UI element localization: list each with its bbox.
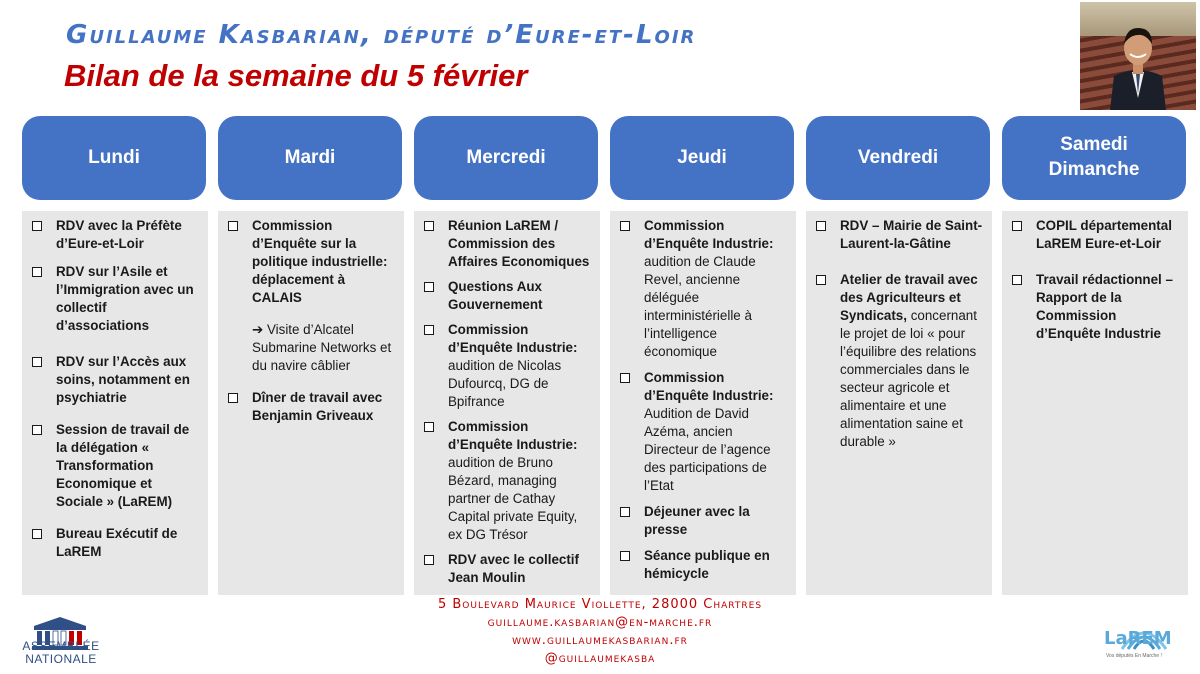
day-panel-jeudi: [610, 211, 796, 595]
day-panel-samedi-dimanche: [1002, 211, 1188, 595]
day-panel-lundi: [22, 211, 208, 595]
deputy-photo: [1080, 2, 1196, 110]
list-item: RDV sur l’Accès aux soins, notamment en psychiatrie: [32, 353, 200, 407]
list-item: COPIL départemental LaREM Eure-et-Loir: [1012, 217, 1180, 253]
checkbox-icon: [424, 325, 434, 335]
checkbox-icon: [620, 221, 630, 231]
day-header-mardi: Mardi: [218, 116, 402, 200]
list-item: Travail rédactionnel – Rapport de la Commission d’Enquête Industrie: [1012, 271, 1180, 343]
day-header-lundi: Lundi: [22, 116, 206, 200]
larem-logo-text: LaREM: [1104, 628, 1172, 649]
checkbox-icon: [816, 275, 826, 285]
footer-website[interactable]: www.guillaumekasbarian.fr: [512, 633, 688, 648]
list-item: Commission d’Enquête Industrie: audition de Bruno Bézard, managing partner de Cathay Capital private Equity, ex DG Trésor: [424, 418, 592, 544]
list-item: Questions Aux Gouvernement: [424, 278, 592, 314]
day-panel-mardi: [218, 211, 404, 595]
checkbox-icon: [32, 221, 42, 231]
list-item: Bureau Exécutif de LaREM: [32, 525, 200, 561]
list-item: RDV sur l’Asile et l’Immigration avec un collectif d’associations: [32, 263, 200, 335]
footer-twitter[interactable]: @guillaumekasba: [544, 651, 656, 666]
checkbox-icon: [424, 555, 434, 565]
checkbox-icon: [32, 357, 42, 367]
list-item: Atelier de travail avec des Agriculteurs et Syndicats, concernant le projet de loi « pour l’équilibre des relations commerciales dans le secteur agricole et alimentaire et une alimentation saine et durable »: [816, 271, 984, 451]
footer-email[interactable]: guillaume.kasbarian@en-marche.fr: [487, 615, 713, 630]
list-item: RDV – Mairie de Saint-Laurent-la-Gâtine: [816, 217, 984, 253]
list-item: Commission d’Enquête Industrie: Audition de David Azéma, ancien Directeur de l’agence des participations de l’Etat: [620, 369, 788, 495]
list-item: Dîner de travail avec Benjamin Griveaux: [228, 389, 396, 425]
list-item: Commission d’Enquête sur la politique industrielle: déplacement à CALAIS: [228, 217, 396, 307]
checkbox-icon: [1012, 275, 1022, 285]
list-item: RDV avec la Préfète d’Eure-et-Loir: [32, 217, 200, 253]
checkbox-icon: [1012, 221, 1022, 231]
checkbox-icon: [32, 529, 42, 539]
list-item: Réunion LaREM / Commission des Affaires Economiques: [424, 217, 592, 271]
day-header-samedi-dimanche: Samedi Dimanche: [1002, 116, 1186, 200]
arrow-note: ➔ Visite d’Alcatel Submarine Networks et du navire câblier: [252, 322, 392, 373]
checkbox-icon: [424, 422, 434, 432]
list-item: RDV avec le collectif Jean Moulin: [424, 551, 592, 587]
footer-address: 5 Boulevard Maurice Viollette, 28000 Chartres: [437, 597, 763, 612]
arrow-right-icon: ➔: [252, 322, 267, 337]
checkbox-icon: [620, 373, 630, 383]
list-item: Commission d’Enquête Industrie: audition de Claude Revel, ancienne déléguée interministérielle à l’intelligence économique: [620, 217, 788, 361]
checkbox-icon: [620, 507, 630, 517]
day-header-mercredi: Mercredi: [414, 116, 598, 200]
list-item: Déjeuner avec la presse: [620, 503, 788, 539]
deputy-portrait-figure: [1080, 2, 1196, 110]
page-subtitle: Bilan de la semaine du 5 février: [64, 58, 528, 93]
assemblee-nationale-label: ASSEMBLÉE NATIONALE: [22, 639, 100, 666]
checkbox-icon: [32, 267, 42, 277]
day-header-jeudi: Jeudi: [610, 116, 794, 200]
checkbox-icon: [424, 282, 434, 292]
page-title: Guillaume Kasbarian, député d’Eure-et-Loir: [66, 20, 697, 50]
day-panel-vendredi: [806, 211, 992, 595]
day-panel-mercredi: [414, 211, 600, 595]
checkbox-icon: [816, 221, 826, 231]
list-item: Commission d’Enquête Industrie: audition de Nicolas Dufourcq, DG de Bpifrance: [424, 321, 592, 411]
checkbox-icon: [32, 425, 42, 435]
list-item: Session de travail de la délégation « Transformation Economique et Sociale » (LaREM): [32, 421, 200, 511]
larem-tagline: Vos députés En Marche !: [1106, 653, 1162, 659]
checkbox-icon: [424, 221, 434, 231]
checkbox-icon: [228, 221, 238, 231]
day-header-vendredi: Vendredi: [806, 116, 990, 200]
checkbox-icon: [228, 393, 238, 403]
checkbox-icon: [620, 551, 630, 561]
list-item: Séance publique en hémicycle: [620, 547, 788, 583]
